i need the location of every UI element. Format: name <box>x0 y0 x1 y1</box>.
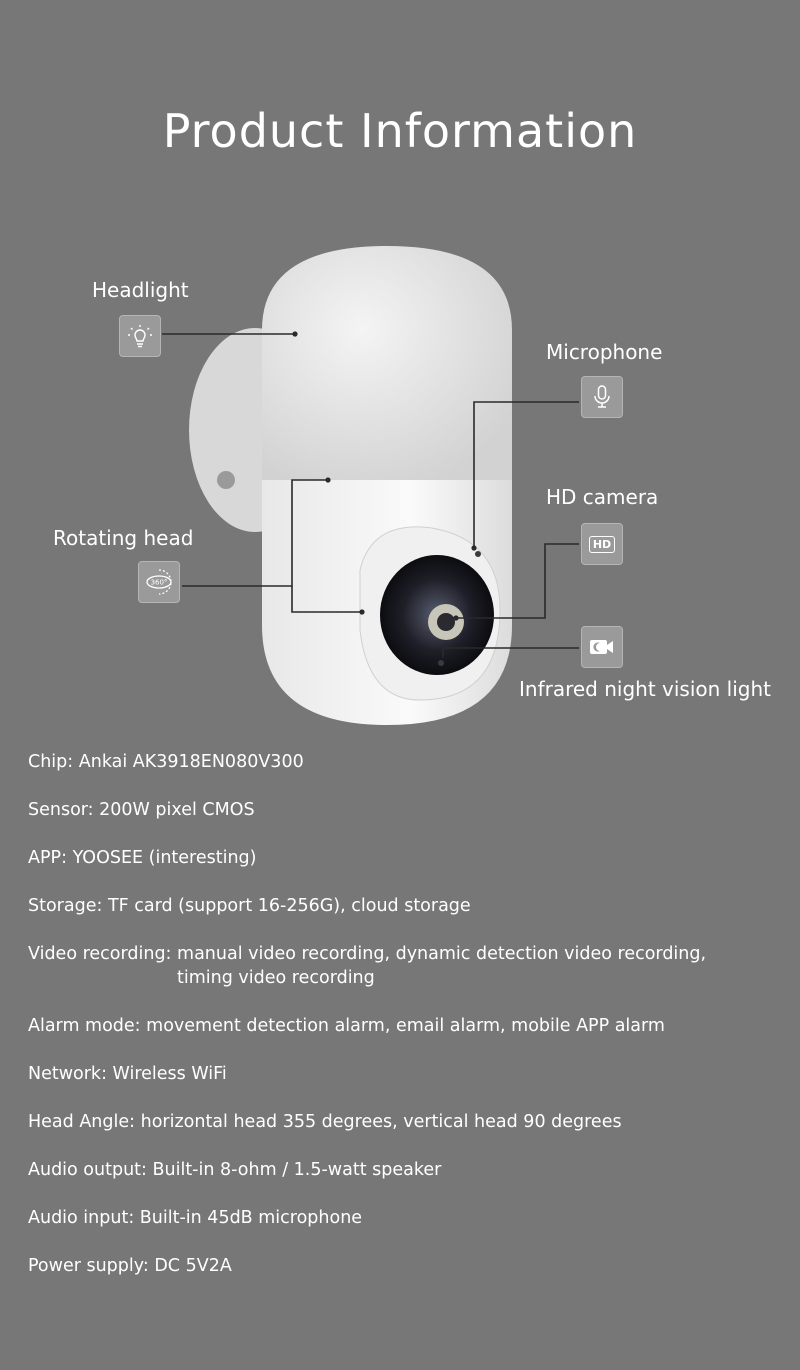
infrared-label: Infrared night vision light <box>519 677 772 701</box>
camera-illustration <box>0 230 800 730</box>
spec-storage: Storage: TF card (support 16-256G), cloud storage <box>28 896 471 916</box>
spec-network: Network: Wireless WiFi <box>28 1064 227 1084</box>
rotation-badge: 360° <box>150 578 168 587</box>
spec-app: APP: YOOSEE (interesting) <box>28 848 257 868</box>
page-title: Product Information <box>162 104 638 158</box>
hd-icon <box>581 523 623 565</box>
spec-chip: Chip: Ankai AK3918EN080V300 <box>28 752 304 772</box>
headlight-icon <box>119 315 161 357</box>
spec-power-supply: Power supply: DC 5V2A <box>28 1256 232 1276</box>
spec-audio-input: Audio input: Built-in 45dB microphone <box>28 1208 363 1228</box>
hd-badge: HD <box>589 536 615 553</box>
spec-alarm-mode: Alarm mode: movement detection alarm, email alarm, mobile APP alarm <box>28 1016 665 1036</box>
spec-sensor: Sensor: 200W pixel CMOS <box>28 800 255 820</box>
rotation-icon <box>138 561 180 603</box>
microphone-label: Microphone <box>546 340 663 364</box>
microphone-icon <box>581 376 623 418</box>
spec-audio-output: Audio output: Built-in 8-ohm / 1.5-watt speaker <box>28 1160 442 1180</box>
spec-list <box>28 750 788 1302</box>
headlight-label: Headlight <box>92 278 189 302</box>
hd-camera-label: HD camera <box>546 485 659 509</box>
product-figure <box>0 230 800 730</box>
rotating-head-label: Rotating head <box>53 526 194 550</box>
night-vision-icon <box>581 626 623 668</box>
spec-head-angle: Head Angle: horizontal head 355 degrees, vertical head 90 degrees <box>28 1112 622 1132</box>
spec-video-recording: Video recording: manual video recording, dynamic detection video recording, timing video recording <box>28 944 707 988</box>
